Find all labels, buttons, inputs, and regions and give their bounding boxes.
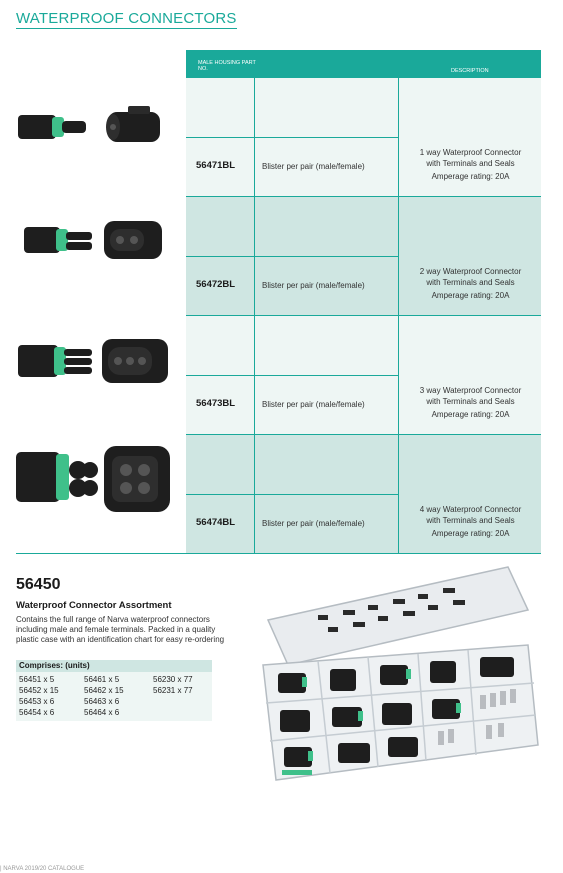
row-description: 3 way Waterproof Connector with Terminals and Seals Amperage rating: 20A: [419, 386, 522, 419]
part-number: 56471BL: [196, 160, 236, 171]
assortment-case-image: [258, 565, 543, 785]
list-item: 56463 x 6: [84, 697, 120, 706]
pack-type: Blister per pair (male/female): [262, 519, 365, 528]
assortment-description: Contains the full range of Narva waterproof connectors including male and female terminals. Packed in a quality plastic case with an identification chart for easy re-ordering: [16, 615, 225, 644]
header-description: DESCRIPTION: [451, 68, 489, 74]
section-divider: [16, 553, 541, 554]
list-item: 56462 x 15: [84, 686, 124, 695]
connector-1-way-image: [16, 90, 181, 180]
header-part-no: MALE HOUSING PART NO.: [198, 60, 256, 72]
part-number: 56474BL: [196, 517, 236, 528]
connector-2-way-image: [16, 205, 181, 295]
list-item: 56464 x 6: [84, 708, 120, 717]
row-description: 2 way Waterproof Connector with Terminals and Seals Amperage rating: 20A: [419, 267, 522, 300]
table-row: [186, 78, 541, 197]
comprises-label: Comprises: (units): [16, 660, 212, 672]
product-table: [186, 50, 541, 554]
table-row: [186, 316, 541, 435]
table-header: [186, 50, 541, 78]
row-description: 1 way Waterproof Connector with Terminals and Seals Amperage rating: 20A: [419, 148, 522, 181]
connector-4-way-image: [16, 440, 181, 530]
page-footer: | NARVA 2019/20 CATALOGUE: [0, 866, 85, 872]
comprises-list: [16, 672, 212, 721]
assortment-code: 56450: [16, 576, 61, 593]
pack-type: Blister per pair (male/female): [262, 400, 365, 409]
part-number: 56472BL: [196, 279, 236, 290]
list-item: 56461 x 5: [84, 675, 120, 684]
list-item: 56453 x 6: [19, 697, 55, 706]
list-item: 56451 x 5: [19, 675, 55, 684]
table-row: [186, 435, 541, 554]
pack-type: Blister per pair (male/female): [262, 162, 365, 171]
assortment-title: Waterproof Connector Assortment: [16, 600, 172, 611]
connector-3-way-image: [16, 325, 181, 415]
list-item: 56452 x 15: [19, 686, 59, 695]
list-item: 56230 x 77: [153, 675, 193, 684]
row-description: 4 way Waterproof Connector with Terminals and Seals Amperage rating: 20A: [419, 505, 522, 538]
list-item: 56454 x 6: [19, 708, 55, 717]
comprises-box: [16, 660, 212, 721]
list-item: 56231 x 77: [153, 686, 193, 695]
table-row: [186, 197, 541, 316]
part-number: 56473BL: [196, 398, 236, 409]
pack-type: Blister per pair (male/female): [262, 281, 365, 290]
page-title: WATERPROOF CONNECTORS: [16, 10, 237, 27]
